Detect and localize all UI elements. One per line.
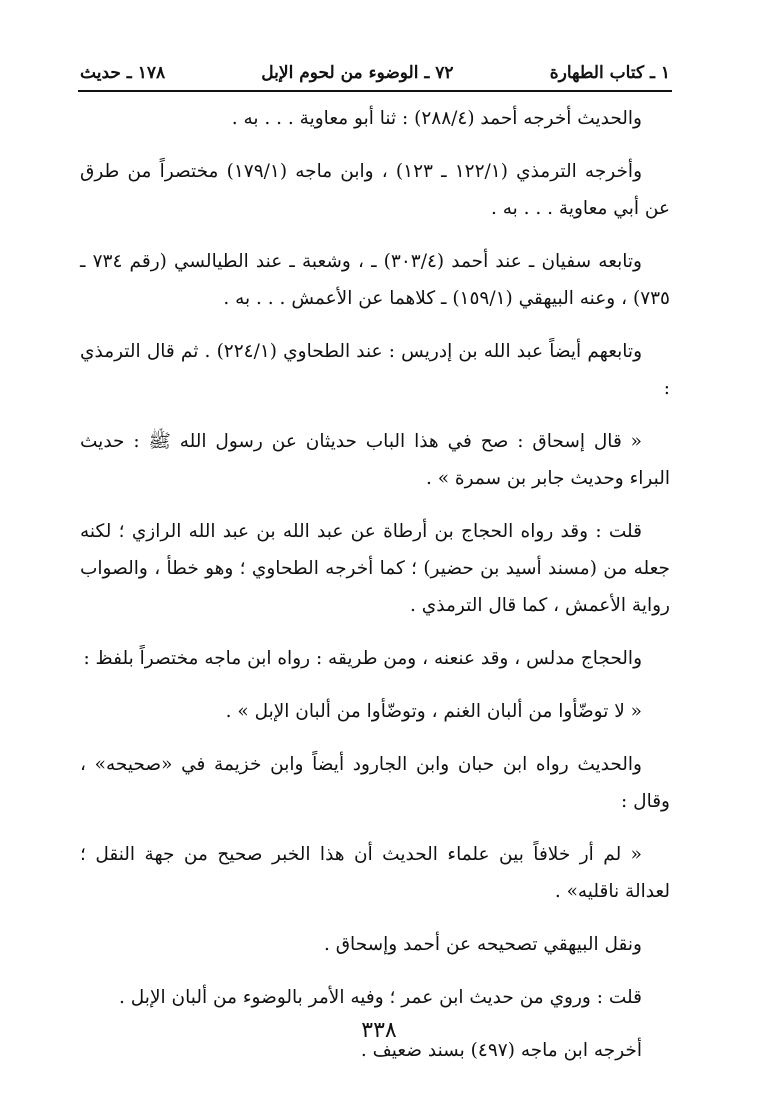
quote-paragraph: « لا توضّأوا من ألبان الغنم ، وتوضّأوا من ألبان الإبل » . xyxy=(225,701,642,722)
paragraph: والحديث أخرجه أحمد (٢٨٨/٤) : ثنا أبو معاوية . . . به . xyxy=(231,108,642,129)
header-book-title: ١ ـ كتاب الطهارة xyxy=(549,63,670,83)
paragraph: أخرجه ابن ماجه (٤٩٧) بسند ضعيف . xyxy=(360,1040,642,1061)
paragraph: قلت : وقد رواه الحجاج بن أرطاة عن عبد الله بن عبد الله الرازي ؛ لكنه جعله من (مسند أسيد بن حضير) ؛ كما أخرجه الطحاوي ؛ وهو خطأ ، والصواب رواية الأعمش ، كما قال الترمذي . xyxy=(80,521,670,616)
header-hadith-number: ١٧٨ ـ حديث xyxy=(80,63,166,83)
running-header xyxy=(80,58,670,88)
quote-paragraph: « قال إسحاق : صح في هذا الباب حديثان عن رسول الله ﷺ : حديث البراء وحديث جابر بن سمرة » . xyxy=(80,431,670,489)
header-chapter-title: ٧٢ ـ الوضوء من لحوم الإبل xyxy=(261,63,454,83)
quote-paragraph: « لم أر خلافاً بين علماء الحديث أن هذا الخبر صحيح من جهة النقل ؛ لعدالة ناقليه» . xyxy=(80,844,670,902)
paragraph: وتابعهم أيضاً عبد الله بن إدريس : عند الطحاوي (٢٢٤/١) . ثم قال الترمذي : xyxy=(80,341,670,399)
paragraph: والحجاج مدلس ، وقد عنعنه ، ومن طريقه : رواه ابن ماجه مختصراً بلفظ : xyxy=(83,648,642,669)
page-number: ٣٣٨ xyxy=(361,1018,397,1043)
paragraph: وتابعه سفيان ـ عند أحمد (٣٠٣/٤) ـ ، وشعبة ـ عند الطيالسي (رقم ٧٣٤ ـ ٧٣٥) ، وعنه البيهقي (١٥٩/١) ـ كلاهما عن الأعمش . . . به . xyxy=(80,251,670,309)
paragraph: وأخرجه الترمذي (١٢٢/١ ـ ١٢٣) ، وابن ماجه (١٧٩/١) مختصراً من طرق عن أبي معاوية . . . به . xyxy=(80,161,670,219)
paragraph: والحديث رواه ابن حبان وابن الجارود أيضاً وابن خزيمة في «صحيحه» ، وقال : xyxy=(80,754,670,812)
paragraph: ونقل البيهقي تصحيحه عن أحمد وإسحاق . xyxy=(323,934,642,955)
page-body xyxy=(80,100,670,1085)
paragraph: قلت : وروي من حديث ابن عمر ؛ وفيه الأمر بالوضوء من ألبان الإبل . xyxy=(119,987,642,1008)
header-divider xyxy=(78,90,672,92)
